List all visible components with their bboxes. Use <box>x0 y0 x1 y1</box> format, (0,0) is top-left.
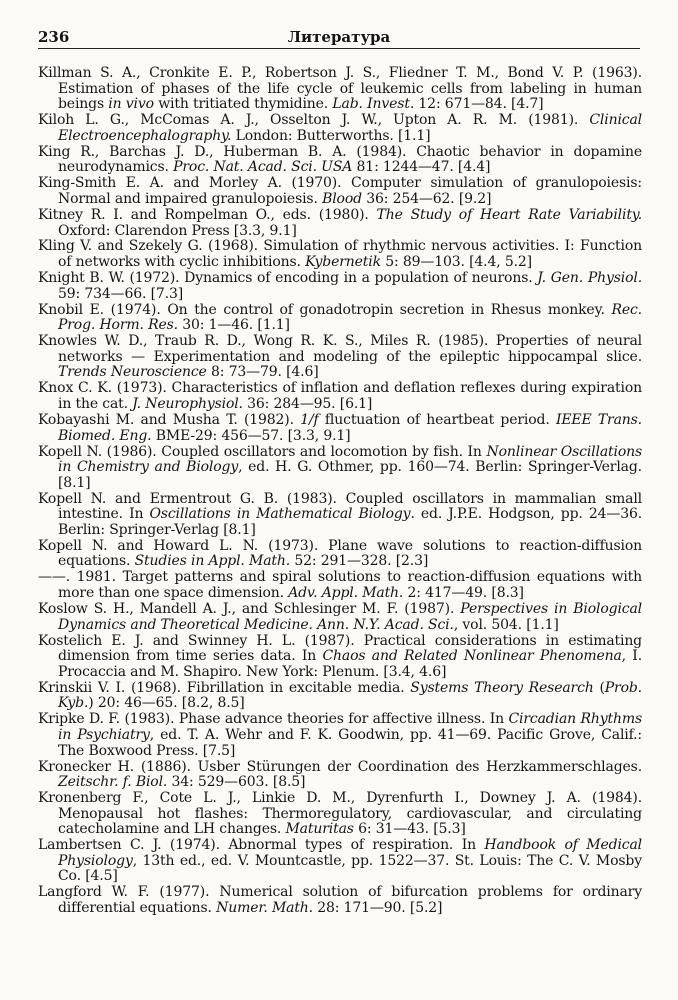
reference-italic-part: Clinical Electroencephalography. <box>58 112 642 144</box>
reference-entry <box>38 239 642 270</box>
reference-text-part: Kripke D. F. (1983). Phase advance theories for affective illness. In <box>38 711 509 728</box>
reference-entry <box>38 445 642 492</box>
reference-italic-part: The Study of Heart Rate Variability. <box>376 206 642 223</box>
reference-text-part: Kitney R. I. and Rompelman O., eds. (1980). <box>38 206 377 223</box>
reference-text-part: Killman S. A., Cronkite E. P., Robertson J. S., Fliedner T. M., Bond V. P. (1963). Estimation of phases of the life cycle of leukemic cells from labeling in human beings <box>38 65 642 113</box>
reference-italic-part: Lab. Invest. <box>332 96 415 113</box>
reference-text-part: Kronecker H. (1886). Usber Stürungen der Coordination des Herzkammerschlages. <box>38 758 642 775</box>
reference-entry <box>38 838 642 885</box>
reference-italic-part: Kybernetik <box>305 254 381 271</box>
reference-text-part: Kobayashi M. and Musha T. (1982). <box>38 411 301 428</box>
reference-text-part: 34: 529—603. [8.5] <box>167 774 306 791</box>
reference-entry <box>38 381 642 412</box>
reference-entry <box>38 570 642 601</box>
reference-entry <box>38 66 642 113</box>
reference-text-part: Knowles W. D., Traub R. D., Wong R. K. S., Miles R. (1985). Properties of neural networks — Experimentation and modeling of the epileptic hippocampal slice. <box>38 333 642 365</box>
reference-text-part: 6: 31—43. [5.3] <box>353 821 466 838</box>
reference-italic-part: Prob. Kyb. <box>58 679 642 712</box>
reference-italic-part: 1/f <box>300 411 319 428</box>
reference-entry <box>38 303 642 334</box>
reference-entry <box>38 208 642 239</box>
reference-italic-part: Nonlinear Oscillations in Chemistry and Biology <box>58 443 642 476</box>
running-title: Литература <box>287 28 391 46</box>
reference-text-part: King R., Barchas J. D., Huberman B. A. (1984). Chaotic behavior in dopamine neurodynamics. <box>38 143 642 176</box>
reference-entry <box>38 760 642 791</box>
reference-text-part: with tritiated thymidine. <box>153 96 333 113</box>
reference-italic-part: Zeitschr. f. Biol. <box>58 774 168 791</box>
reference-text-part: 59: 734—66. [7.3] <box>58 285 184 302</box>
reference-italic-part: in vivo <box>108 96 154 113</box>
reference-text-part: BME-29: 456—57. [3.3, 9.1] <box>151 427 351 444</box>
page-header <box>38 26 640 49</box>
reference-text-part: . ed. J.P.E. Hodgson, pp. 24—36. Berlin: Springer-Verlag [8.1] <box>58 506 643 538</box>
reference-text-part: 36: 284—95. [6.1] <box>242 395 373 412</box>
reference-text-part: ——. 1981. Target patterns and spiral solutions to reaction-diffusion equations with more than one space dimension. <box>38 569 642 602</box>
reference-text-part: Kopell N. and Howard L. N. (1973). Plane wave solutions to reaction-diffusion equations. <box>38 537 642 570</box>
reference-text-part: 8: 73—79. [4.6] <box>206 364 319 381</box>
reference-entry <box>38 271 642 302</box>
reference-italic-part: Rec. Prog. Horm. Res. <box>58 301 642 334</box>
reference-italic-part: Blood <box>322 190 362 207</box>
reference-text-part: Knox C. K. (1973). Characteristics of inflation and deflation reflexes during expiration in the cat. <box>38 380 642 412</box>
reference-italic-part: IEEE Trans. Biomed. Eng. <box>58 411 642 444</box>
reference-text-part: Kiloh L. G., McComas A. J., Osselton J. W., Upton A. R. M. (1981). <box>38 112 590 129</box>
reference-italic-part: Chaos and Related Nonlinear Phenomena <box>322 648 622 665</box>
reference-text-part: Kostelich E. J. and Swinney H. L. (1987). Practical considerations in estimating dimension from time series data. In <box>38 632 642 665</box>
reference-text-part: Kopell N. and Ermentrout G. B. (1983). Coupled oscillators in mammalian small intestine. In <box>38 490 642 523</box>
reference-italic-part: J. Gen. Physiol. <box>537 270 642 287</box>
reference-entry <box>38 885 642 916</box>
reference-text-part: Knobil E. (1974). On the control of gonadotropin secretion in Rhesus monkey. <box>38 301 612 318</box>
reference-italic-part: Circadian Rhythms in Psychiatry <box>58 711 643 743</box>
reference-text-part: London: Butterworths. [1.1] <box>231 127 431 144</box>
reference-text-part: 30: 1—46. [1.1] <box>177 317 290 334</box>
reference-text-part: ( <box>593 679 605 696</box>
reference-italic-part: Handbook of Medical Physiology <box>58 837 642 869</box>
reference-entry <box>38 492 642 539</box>
reference-entry <box>38 334 642 381</box>
reference-italic-part: Adv. Appl. Math. <box>288 585 404 602</box>
reference-text-part: Kopell N. (1986). Coupled oscillators and locomotion by fish. In <box>38 443 487 460</box>
reference-text-part: 52: 291—328. [2.3] <box>290 553 429 570</box>
reference-text-part: 12: 671—84. [4.7] <box>414 96 544 113</box>
reference-entry <box>38 413 642 444</box>
reference-text-part: , ed. T. A. Wehr and F. K. Goodwin, pp. 41—69. Pacific Grove, Calif.: The Boxwood Press. [7.5] <box>58 726 642 759</box>
reference-text-part: 36: 254—62. [9.2] <box>361 190 492 207</box>
reference-text-part: 81: 1244—47. [4.4] <box>352 159 491 176</box>
reference-text-part: , vol. 504. [1.1] <box>453 616 559 633</box>
reference-list <box>38 66 642 917</box>
reference-italic-part: Trends Neuroscience <box>58 364 207 381</box>
reference-italic-part: J. Neurophysiol. <box>132 395 243 412</box>
reference-text-part: , 13th ed., ed. V. Mountcastle, pp. 1522—37. St. Louis: The C. V. Mosby Co. [4.5] <box>58 852 642 885</box>
reference-italic-part: Numer. Math. <box>216 900 313 917</box>
reference-entry <box>38 539 642 570</box>
reference-text-part: Krinskii V. I. (1968). Fibrillation in excitable media. <box>38 679 411 696</box>
reference-text-part: 5: 89—103. [4.4, 5.2] <box>380 254 532 271</box>
reference-entry <box>38 602 642 633</box>
reference-entry <box>38 113 642 144</box>
reference-entry <box>38 176 642 207</box>
reference-italic-part: Systems Theory Research <box>410 679 594 696</box>
reference-text-part: Oxford: Clarendon Press [3.3, 9.1] <box>58 222 297 239</box>
reference-text-part: Kronenberg F., Cote L. J., Linkie D. M., Dyrenfurth I., Downey J. A. (1984). Menopausal hot flashes: Thermoregulatory, cardiovascular, and circulating catecholamine and LH changes. <box>38 790 642 838</box>
reference-text-part: 28: 171—90. [5.2] <box>312 900 443 917</box>
reference-text-part: fluctuation of heartbeat period. <box>318 411 556 428</box>
reference-entry <box>38 712 642 759</box>
reference-italic-part: Perspectives in Biological Dynamics and Theoretical Medicine. Ann. N.Y. Acad. Sci. <box>58 601 642 633</box>
reference-entry <box>38 145 642 176</box>
reference-text-part: Koslow S. H., Mandell A. J., and Schlesinger M. F. (1987). <box>38 601 461 618</box>
reference-text-part: , ed. H. G. Othmer, pp. 160—74. Berlin: Springer-Verlag. [8.1] <box>58 459 642 491</box>
reference-text-part: , I. Procaccia and M. Shapiro. New York: Plenum. [3.4, 4.6] <box>58 648 642 680</box>
reference-italic-part: Oscillations in Mathematical Biology <box>149 506 411 523</box>
reference-text-part: ) 20: 46—65. [8.2, 8.5] <box>88 695 245 712</box>
reference-text-part: Lambertsen C. J. (1974). Abnormal types of respiration. In <box>38 837 485 854</box>
reference-italic-part: Maturitas <box>285 821 354 838</box>
reference-text-part: Knight B. W. (1972). Dynamics of encoding in a population of neurons. <box>38 270 538 287</box>
reference-entry <box>38 634 642 681</box>
reference-text-part: Langford W. F. (1977). Numerical solution of bifurcation problems for ordinary differential equations. <box>38 884 642 917</box>
page-number: 236 <box>38 28 70 46</box>
reference-entry <box>38 791 642 838</box>
reference-italic-part: Studies in Appl. Math. <box>134 553 291 570</box>
reference-text-part: Kling V. and Szekely G. (1968). Simulation of rhythmic nervous activities. I: Function of networks with cyclic inhibitions. <box>38 238 642 271</box>
reference-text-part: King-Smith E. A. and Morley A. (1970). Computer simulation of granulopoiesis: Normal and impaired granulopoiesis. <box>38 175 642 207</box>
reference-entry <box>38 681 642 712</box>
reference-italic-part: Proc. Nat. Acad. Sci. USA <box>173 159 353 176</box>
reference-text-part: 2: 417—49. [8.3] <box>403 585 524 602</box>
